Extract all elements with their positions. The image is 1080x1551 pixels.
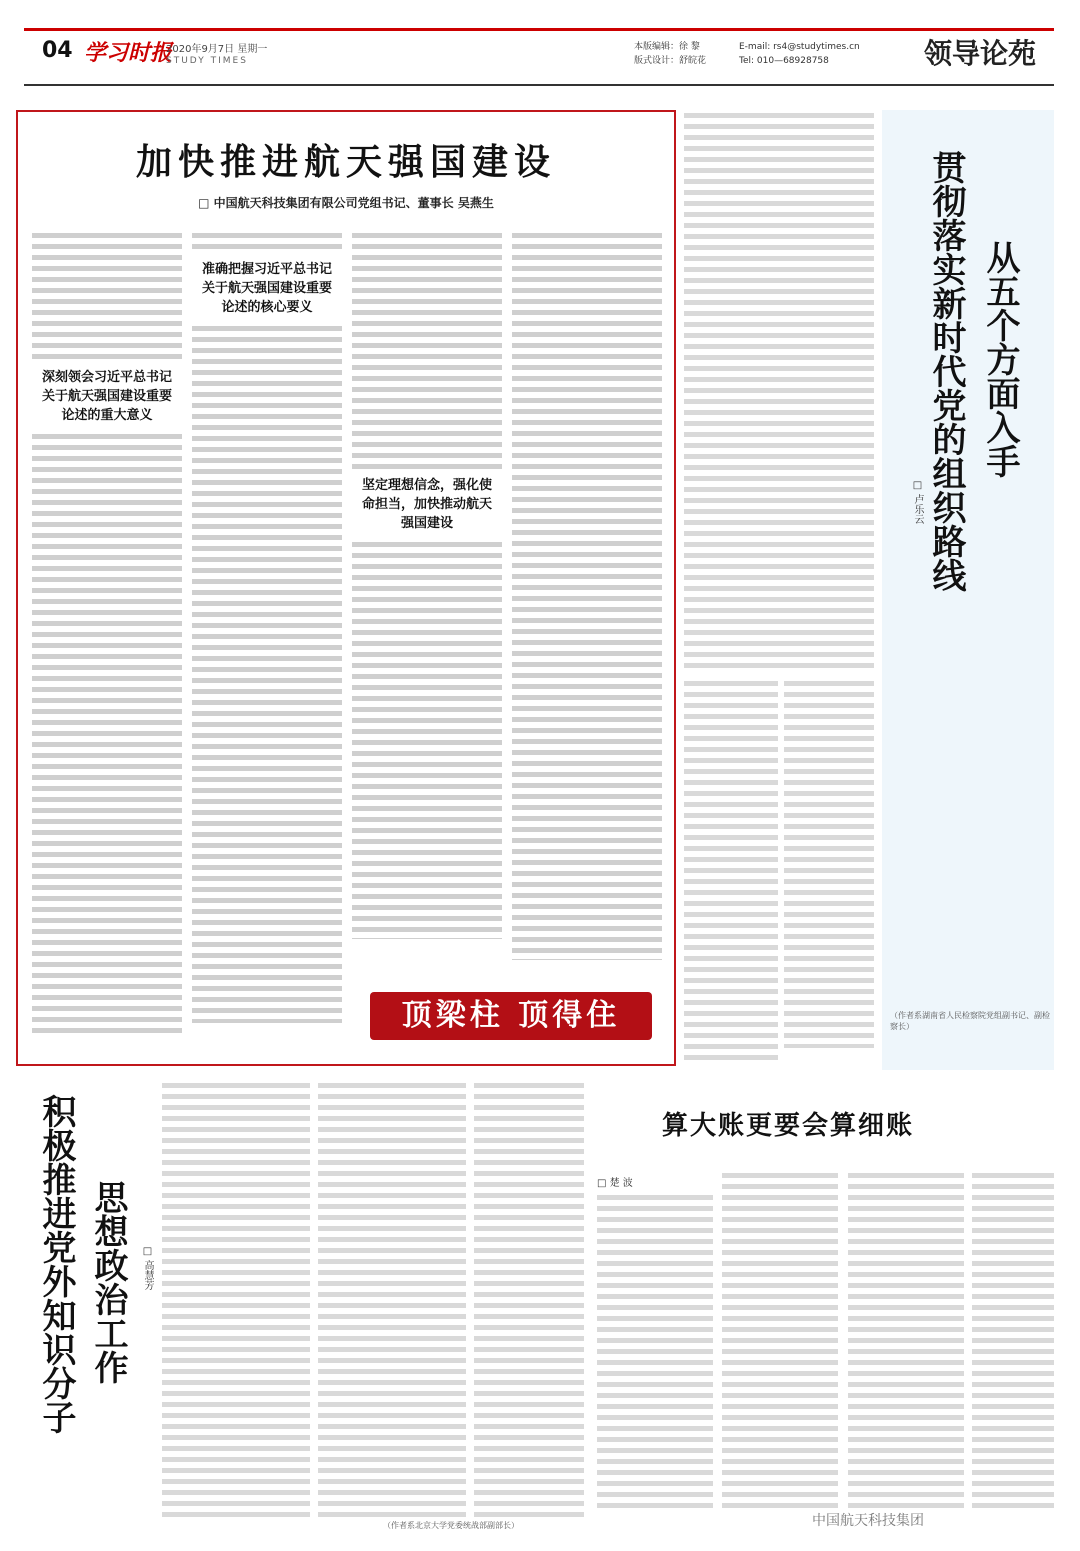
side-article-text — [684, 110, 874, 1064]
lower-right-article-title: 算大账更要会算细账 — [662, 1111, 915, 1141]
main-column-3 — [352, 230, 502, 939]
masthead — [24, 28, 1054, 84]
lower-left-author: □ 高慧芳 — [142, 1246, 153, 1291]
lower-left-title-part2: 积极推进党外知识分子 — [36, 1094, 76, 1434]
body-text-block — [352, 230, 502, 470]
side-article-title-part2: 贯彻落实新时代党的组织路线 — [926, 150, 966, 592]
body-text-block — [192, 323, 342, 1023]
source-watermark: 中国航天科技集团 — [812, 1513, 924, 1529]
body-text-block — [512, 230, 662, 960]
editor-info — [634, 40, 706, 68]
body-text-block — [192, 230, 342, 254]
subhead-2: 准确把握习近平总书记关于航天强国建设重要论述的核心要义 — [201, 262, 332, 315]
side-article — [882, 110, 1054, 1070]
body-text-block — [597, 1192, 713, 1512]
main-article-title: 加快推进航天强国建设 — [135, 141, 556, 183]
editor-line: 本版编辑：徐 黎 — [634, 42, 700, 52]
body-text-block — [32, 431, 182, 1037]
slogan-banner: 顶梁柱 顶得住 — [370, 992, 652, 1040]
body-text-block — [848, 1170, 964, 1512]
lower-left-note: （作者系北京大学党委统战部副部长） — [383, 1521, 519, 1530]
body-text-block — [318, 1080, 466, 1520]
main-article — [16, 110, 676, 1066]
masthead-top-rule — [24, 28, 1054, 31]
side-article-title-part1: 从五个方面入手 — [980, 240, 1020, 478]
main-article-byline: □ 中国航天科技集团有限公司党组书记、董事长 吴燕生 — [198, 196, 494, 210]
body-text-block — [162, 1080, 310, 1520]
body-text-block — [972, 1170, 1054, 1512]
side-article-note: （作者系湖南省人民检察院党组副书记、副检察长） — [890, 1011, 1050, 1031]
contact-info — [739, 40, 860, 68]
newspaper-subtitle: STUDY TIMES — [166, 56, 248, 66]
section-title: 领导论苑 — [923, 37, 1036, 70]
main-column-1 — [32, 230, 182, 1037]
body-text-block — [474, 1080, 584, 1520]
lower-left-article-title — [24, 1080, 154, 1530]
tel-line: Tel: 010—68928758 — [739, 56, 829, 66]
subhead-3: 坚定理想信念，强化使命担当，加快推动航天强国建设 — [361, 478, 492, 531]
masthead-bottom-rule — [24, 84, 1054, 86]
main-column-4 — [512, 230, 662, 960]
issue-date: 2020年9月7日 星期一 — [166, 44, 268, 55]
main-column-2 — [192, 230, 342, 1023]
newspaper-logo: 学习时报 — [84, 40, 173, 66]
email-line: E-mail: rs4@studytimes.cn — [739, 42, 860, 52]
subhead-1: 深刻领会习近平总书记关于航天强国建设重要论述的重大意义 — [41, 370, 172, 423]
body-text-block — [784, 678, 874, 1048]
lower-right-author: □ 楚 波 — [597, 1178, 633, 1189]
body-text-block — [352, 539, 502, 939]
lower-left-title-part1: 思想政治工作 — [88, 1180, 128, 1384]
body-text-block — [684, 678, 778, 1064]
page-number: 04 — [42, 38, 73, 63]
body-text-block — [32, 230, 182, 362]
body-text-block — [722, 1170, 838, 1512]
side-article-author: □ 卢乐云 — [912, 480, 923, 525]
body-text-block — [684, 110, 874, 670]
design-line: 版式设计：舒皖花 — [634, 56, 707, 66]
